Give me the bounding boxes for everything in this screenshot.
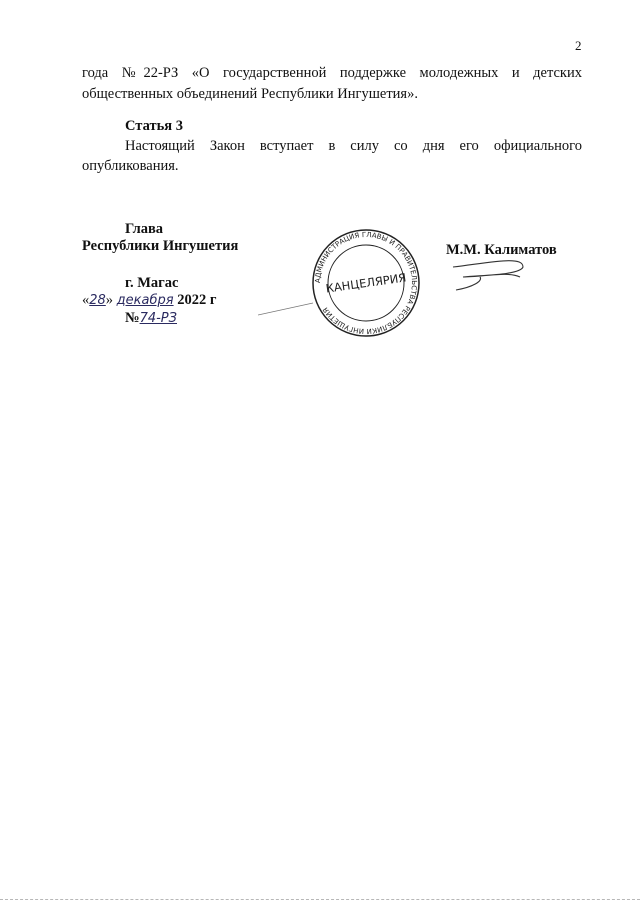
date-quote: » — [105, 292, 114, 308]
paragraph-line: общественных объединений Республики Ингушетия». — [82, 86, 418, 102]
date-month: декабря — [116, 293, 174, 308]
signatory-position: Глава — [125, 221, 164, 237]
stamp-and-signature — [258, 225, 588, 345]
article-text: опубликования. — [82, 158, 179, 174]
page-number: 2 — [575, 38, 582, 53]
signatory-name: М.М. Калиматов — [446, 242, 557, 258]
article-title: Статья 3 — [125, 118, 183, 134]
scan-edge — [0, 899, 640, 901]
pen-stroke — [258, 303, 313, 315]
date-quote: « — [82, 292, 90, 308]
article-text: Настоящий Закон вступает в силу со дня его официального — [125, 138, 582, 154]
stamp-ring-text: АДМИНИСТРАЦИЯ ГЛАВЫ И ПРАВИТЕЛЬСТВА РЕСПУБЛИКИ ИНГУШЕТИЯ — [313, 230, 419, 336]
date-year: 2022 г — [177, 292, 217, 308]
date-day: 28 — [89, 293, 106, 308]
signatory-position: Республики Ингушетия — [82, 238, 239, 254]
stamp-center-text: КАНЦЕЛЯРИЯ — [324, 270, 408, 296]
paragraph-line: года №22-РЗ «О государственной поддержке молодежных и детских — [82, 65, 582, 81]
handwritten-signature — [453, 261, 523, 290]
law-number — [125, 309, 177, 328]
city: г. Магас — [125, 275, 179, 291]
date-line — [82, 291, 216, 310]
number-prefix: № — [125, 310, 140, 326]
number-value: 74-РЗ — [139, 311, 177, 326]
official-stamp — [313, 230, 419, 336]
